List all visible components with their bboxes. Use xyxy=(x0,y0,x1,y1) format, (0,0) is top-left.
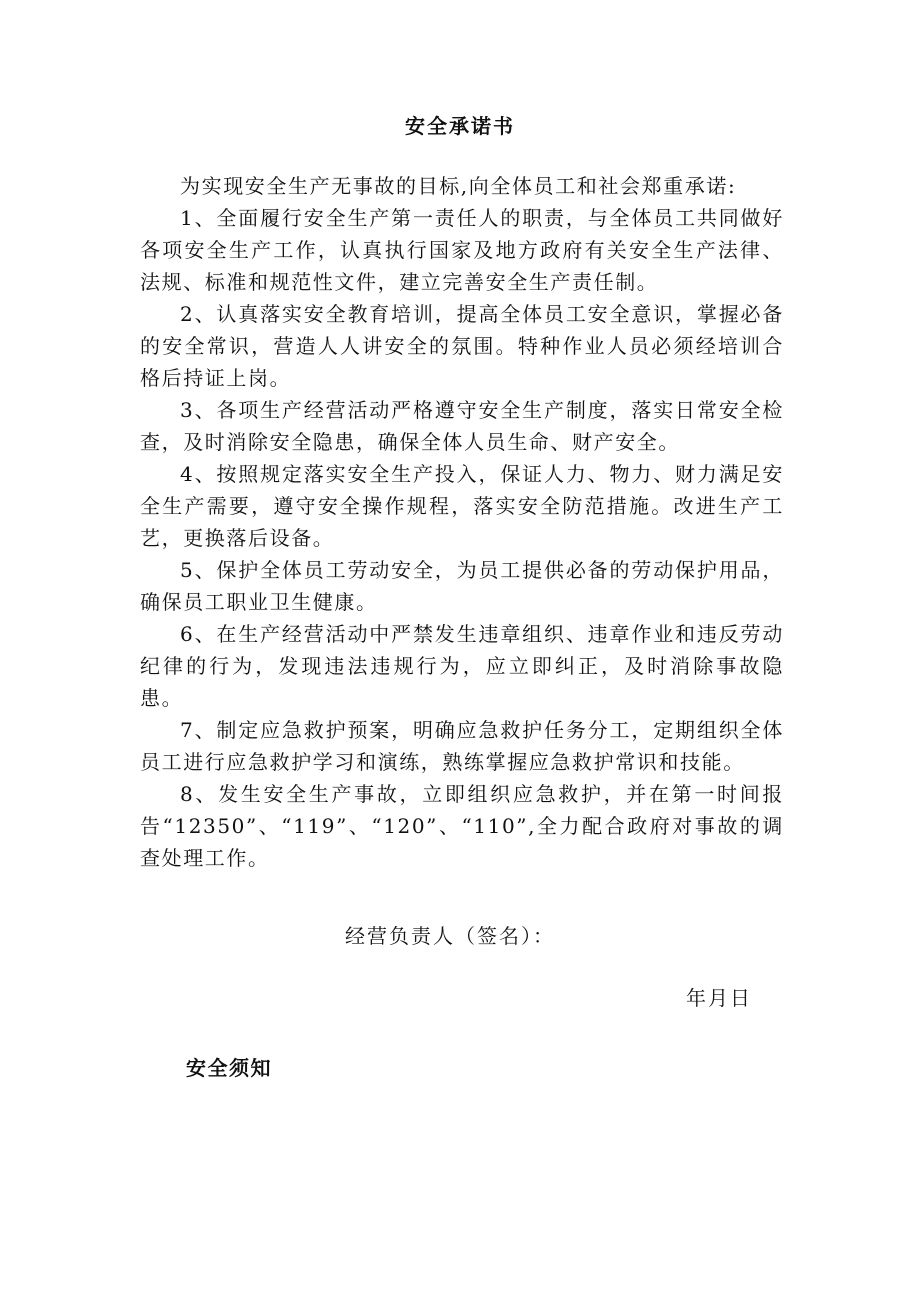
paragraph-item-6: 6、在生产经营活动中严禁发生违章组织、违章作业和违反劳动纪律的行为，发现违法违规行为，应立即纠正，及时消除事故隐患。 xyxy=(140,622,784,710)
signature-label: 经营负责人（签名）： xyxy=(345,924,555,948)
document-body xyxy=(140,170,784,874)
paragraph-intro: 为实现安全生产无事故的目标,向全体员工和社会郑重承诺: xyxy=(180,174,737,198)
document-title: 安全承诺书 xyxy=(405,114,515,138)
section-heading-safety-notice: 安全须知 xyxy=(186,1056,272,1080)
paragraph-item-1: 1、全面履行安全生产第一责任人的职责，与全体员工共同做好各项安全生产工作，认真执行国家及地方政府有关安全生产法律、法规、标准和规范性文件，建立完善安全生产责任制。 xyxy=(140,206,784,294)
paragraph-item-8: 8、发生安全生产事故，立即组织应急救护，并在第一时间报告“12350”、“119”、“120”、“110”,全力配合政府对事故的调查处理工作。 xyxy=(140,782,784,870)
paragraph-item-7: 7、制定应急救护预案，明确应急救护任务分工，定期组织全体员工进行应急救护学习和演练，熟练掌握应急救护常识和技能。 xyxy=(140,718,784,774)
paragraph-item-3: 3、各项生产经营活动严格遵守安全生产制度，落实日常安全检查，及时消除安全隐患，确保全体人员生命、财产安全。 xyxy=(140,398,784,454)
paragraph-item-4: 4、按照规定落实安全生产投入，保证人力、物力、财力满足安全生产需要，遵守安全操作规程，落实安全防范措施。改进生产工艺，更换落后设备。 xyxy=(140,462,784,550)
paragraph-item-5: 5、保护全体员工劳动安全，为员工提供必备的劳动保护用品，确保员工职业卫生健康。 xyxy=(140,558,784,614)
paragraph-item-2: 2、认真落实安全教育培训，提高全体员工安全意识，掌握必备的安全常识，营造人人讲安全的氛围。特种作业人员必须经培训合格后持证上岗。 xyxy=(140,302,784,390)
date-label: 年月日 xyxy=(686,986,752,1010)
